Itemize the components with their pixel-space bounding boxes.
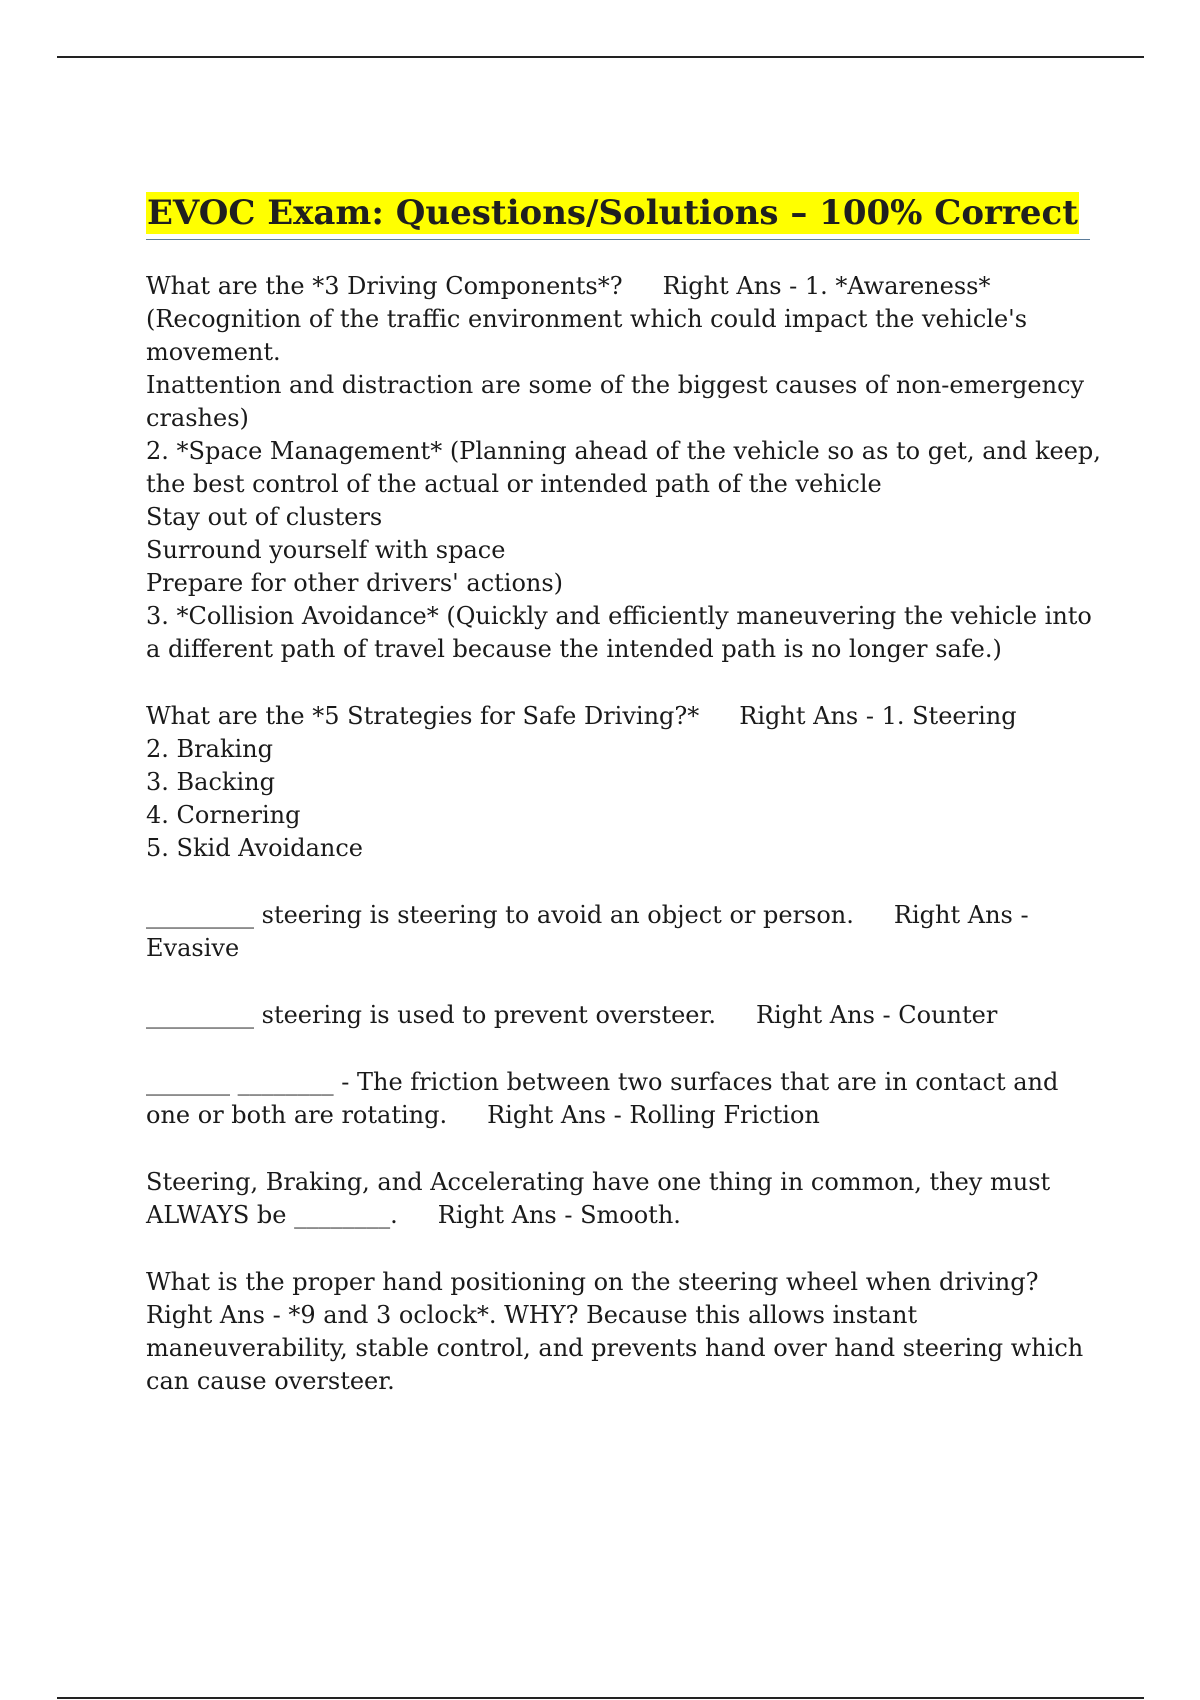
qa-text: _________ steering is used to prevent oversteer. (146, 1001, 716, 1029)
qa-line (146, 1266, 1090, 1299)
qa-line (146, 501, 1090, 534)
qa-text: _________ steering is steering to avoid an object or person. (146, 901, 854, 929)
qa-text: What is the proper hand positioning on the steering wheel when driving? (146, 1268, 1039, 1296)
qa-line (146, 1365, 1090, 1398)
qa-text: 4. Cornering (146, 801, 301, 829)
qa-text: Steering, Braking, and Accelerating have one thing in common, they must (146, 1168, 1051, 1196)
qa-text: 2. *Space Management* (Planning ahead of the vehicle so as to get, and keep, (146, 437, 1101, 465)
qa-item (146, 1066, 1090, 1132)
title-block (146, 192, 1090, 240)
qa-line (146, 468, 1090, 501)
qa-line (146, 832, 1090, 865)
qa-text: What are the *5 Strategies for Safe Driving?* (146, 702, 700, 730)
answer-text: Right Ans - (893, 901, 1029, 929)
qa-line (146, 799, 1090, 832)
qa-line (146, 534, 1090, 567)
qa-line (146, 303, 1090, 336)
qa-text: 3. *Collision Avoidance* (Quickly and efficiently maneuvering the vehicle into (146, 602, 1092, 630)
qa-line (146, 932, 1090, 965)
qa-line (146, 700, 1090, 733)
qa-text: a different path of travel because the intended path is no longer safe.) (146, 635, 1002, 663)
qa-text: crashes) (146, 404, 249, 432)
qa-line (146, 899, 1090, 932)
answer-text: Right Ans - Rolling Friction (487, 1101, 820, 1129)
qa-line (146, 336, 1090, 369)
qa-line (146, 600, 1090, 633)
qa-text: 5. Skid Avoidance (146, 834, 363, 862)
qa-item (146, 700, 1090, 865)
header-rule (57, 56, 1144, 58)
qa-line (146, 1066, 1090, 1099)
qa-item (146, 1166, 1090, 1232)
qa-text: What are the *3 Driving Components*? (146, 272, 623, 300)
qa-item (146, 1266, 1090, 1398)
document-body (146, 192, 1101, 1432)
qa-text: 3. Backing (146, 768, 275, 796)
qa-text: Stay out of clusters (146, 503, 383, 531)
qa-text: one or both are rotating. (146, 1101, 448, 1129)
qa-text: _______ ________ - The friction between two surfaces that are in contact and (146, 1068, 1059, 1096)
qa-line (146, 402, 1090, 435)
qa-line (146, 1332, 1090, 1365)
qa-text: the best control of the actual or intended path of the vehicle (146, 470, 882, 498)
qa-text: Surround yourself with space (146, 536, 506, 564)
qa-line (146, 733, 1090, 766)
document-title: EVOC Exam: Questions/Solutions – 100% Correct (147, 193, 1078, 233)
qa-text: maneuverability, stable control, and prevents hand over hand steering which (146, 1334, 1084, 1362)
answer-text: Right Ans - Smooth. (437, 1201, 681, 1229)
answer-text: Right Ans - Counter (755, 1001, 998, 1029)
qa-item (146, 899, 1090, 965)
qa-text: Evasive (146, 934, 240, 962)
qa-list (146, 270, 1101, 1398)
qa-line (146, 369, 1090, 402)
qa-text: Prepare for other drivers' actions) (146, 569, 564, 597)
qa-line (146, 766, 1090, 799)
qa-line (146, 1299, 1090, 1332)
qa-item (146, 999, 1090, 1032)
qa-line (146, 1199, 1090, 1232)
qa-text: Right Ans - *9 and 3 oclock*. WHY? Because this allows instant (146, 1301, 918, 1329)
qa-line (146, 270, 1090, 303)
qa-text: Inattention and distraction are some of the biggest causes of non-emergency (146, 371, 1085, 399)
qa-line (146, 633, 1090, 666)
answer-text: Right Ans - 1. *Awareness* (662, 272, 991, 300)
qa-line (146, 1099, 1090, 1132)
qa-line (146, 1166, 1090, 1199)
qa-text: movement. (146, 338, 281, 366)
qa-text: (Recognition of the traffic environment which could impact the vehicle's (146, 305, 1028, 333)
qa-text: ALWAYS be ________. (146, 1201, 398, 1229)
footer-rule (57, 1697, 1144, 1699)
qa-line (146, 435, 1101, 468)
qa-text: 2. Braking (146, 735, 273, 763)
qa-line (146, 567, 1090, 600)
qa-item (146, 270, 1101, 666)
qa-text: can cause oversteer. (146, 1367, 395, 1395)
qa-line (146, 999, 1090, 1032)
answer-text: Right Ans - 1. Steering (739, 702, 1017, 730)
